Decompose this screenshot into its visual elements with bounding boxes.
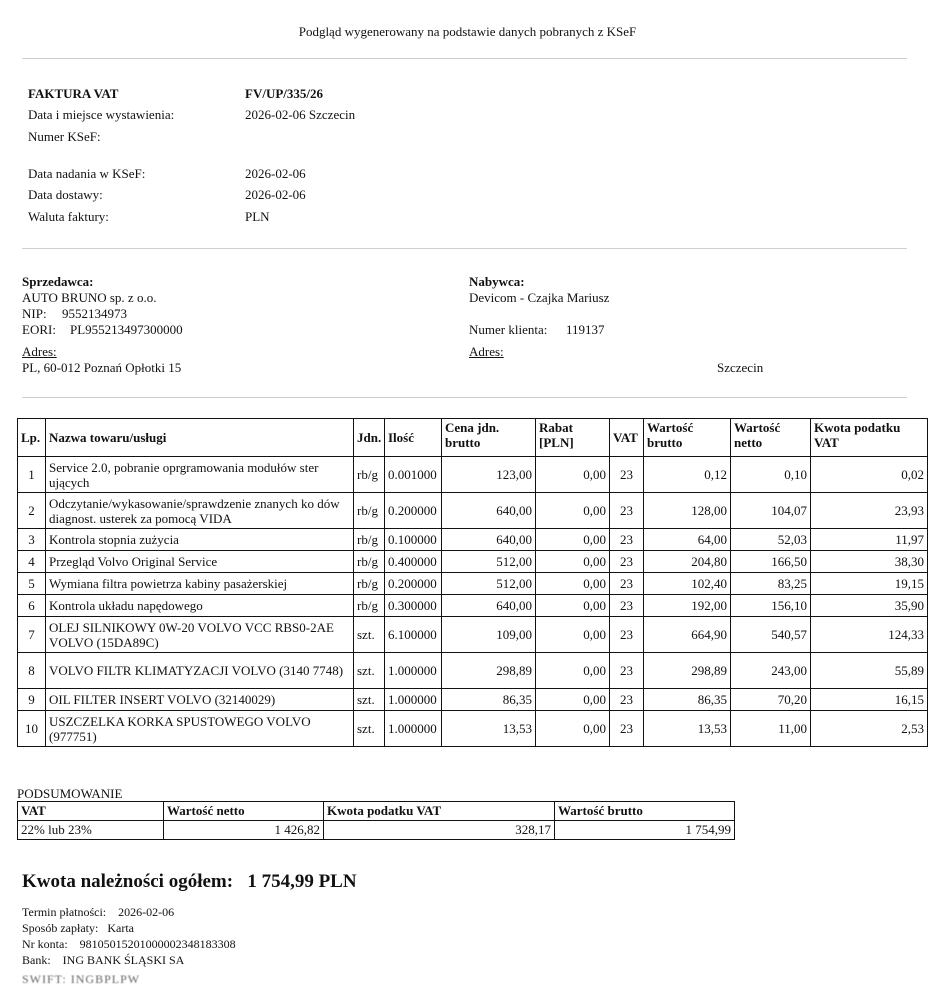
cell-name: Kontrola stopnia zużycia — [46, 529, 354, 551]
cell-discount: 0,00 — [536, 689, 610, 711]
cell-name: Service 2.0, pobranie oprgramowania modułów ster ujących — [46, 457, 354, 493]
table-row — [18, 617, 928, 653]
cell-lp: 7 — [18, 617, 46, 653]
summary-col-tax: Kwota podatku VAT — [324, 802, 555, 821]
buyer-client-no-value: 119137 — [566, 322, 605, 337]
buyer-client-no-label: Numer klienta: — [469, 322, 548, 337]
cell-unit: rb/g — [354, 529, 385, 551]
cell-vat: 23 — [610, 689, 644, 711]
ksef-date-label: Data nadania w KSeF: — [28, 166, 146, 181]
table-row — [18, 711, 928, 747]
cell-lp: 1 — [18, 457, 46, 493]
cell-qty: 0.100000 — [385, 529, 442, 551]
cell-gross: 128,00 — [644, 493, 731, 529]
issue-label: Data i miejsce wystawienia: — [28, 107, 175, 122]
cell-qty: 6.100000 — [385, 617, 442, 653]
cell-net: 540,57 — [731, 617, 811, 653]
payment-method — [22, 921, 134, 936]
table-row — [18, 689, 928, 711]
cell-lp: 6 — [18, 595, 46, 617]
payment-term — [22, 905, 174, 920]
cell-vat: 23 — [610, 457, 644, 493]
cell-net: 243,00 — [731, 653, 811, 689]
col-unit: Jdn. — [354, 419, 385, 457]
cell-price: 298,89 — [442, 653, 536, 689]
payment-term-value: 2026-02-06 — [118, 905, 175, 919]
seller-eori-value: PL955213497300000 — [70, 322, 183, 337]
cell-lp: 9 — [18, 689, 46, 711]
cell-tax: 38,30 — [811, 551, 928, 573]
cell-discount: 0,00 — [536, 617, 610, 653]
cell-vat: 23 — [610, 493, 644, 529]
seller-eori-label: EORI: — [22, 322, 56, 337]
cell-gross: 298,89 — [644, 653, 731, 689]
cell-discount: 0,00 — [536, 711, 610, 747]
cell-name: USZCZELKA KORKA SPUSTOWEGO VOLVO (977751) — [46, 711, 354, 747]
ksef-date-value: 2026-02-06 — [245, 166, 306, 181]
cell-vat: 23 — [610, 617, 644, 653]
cell-tax: 124,33 — [811, 617, 928, 653]
cell-lp: 5 — [18, 573, 46, 595]
payment-account — [22, 937, 236, 952]
payment-swift-obscured: SWIFT: INGBPLPW — [22, 972, 141, 986]
cell-net: 11,00 — [731, 711, 811, 747]
cell-name: Wymiana filtra powietrza kabiny pasażerskiej — [46, 573, 354, 595]
cell-tax: 19,15 — [811, 573, 928, 595]
total-amount — [22, 871, 357, 893]
seller-address-label: Adres: — [22, 344, 57, 359]
seller-nip-value: 9552134973 — [62, 306, 127, 321]
cell-name: Odczytanie/wykasowanie/sprawdzenie znanych ko dów diagnost. usterek za pomocą VIDA — [46, 493, 354, 529]
invoice-type: FAKTURA VAT — [28, 86, 119, 101]
cell-qty: 0.400000 — [385, 551, 442, 573]
payment-method-value: Karta — [107, 921, 134, 935]
summary-header-row — [18, 802, 735, 821]
col-price: Cena jdn. brutto — [442, 419, 536, 457]
summary-net: 1 426,82 — [164, 821, 324, 840]
total-value: 1 754,99 PLN — [247, 871, 357, 892]
table-row — [18, 457, 928, 493]
cell-discount: 0,00 — [536, 653, 610, 689]
cell-gross: 204,80 — [644, 551, 731, 573]
items-table — [17, 418, 928, 747]
buyer-address-value: Szczecin — [717, 360, 764, 375]
cell-vat: 23 — [610, 551, 644, 573]
issue-value: 2026-02-06 Szczecin — [245, 107, 356, 122]
cell-unit: rb/g — [354, 573, 385, 595]
cell-name: Kontrola układu napędowego — [46, 595, 354, 617]
col-qty: Ilość — [385, 419, 442, 457]
cell-gross: 192,00 — [644, 595, 731, 617]
cell-tax: 23,93 — [811, 493, 928, 529]
cell-gross: 64,00 — [644, 529, 731, 551]
cell-unit: szt. — [354, 617, 385, 653]
cell-vat: 23 — [610, 573, 644, 595]
col-lp: Lp. — [18, 419, 46, 457]
cell-discount: 0,00 — [536, 595, 610, 617]
cell-lp: 3 — [18, 529, 46, 551]
cell-lp: 4 — [18, 551, 46, 573]
cell-qty: 1.000000 — [385, 689, 442, 711]
buyer-address-label: Adres: — [469, 344, 504, 359]
cell-net: 166,50 — [731, 551, 811, 573]
delivery-date-value: 2026-02-06 — [245, 187, 306, 202]
col-discount: Rabat [PLN] — [536, 419, 610, 457]
cell-gross: 0,12 — [644, 457, 731, 493]
cell-gross: 86,35 — [644, 689, 731, 711]
summary-gross: 1 754,99 — [555, 821, 735, 840]
cell-lp: 8 — [18, 653, 46, 689]
cell-discount: 0,00 — [536, 457, 610, 493]
cell-price: 109,00 — [442, 617, 536, 653]
total-label: Kwota należności ogółem: — [22, 871, 234, 892]
table-row — [18, 653, 928, 689]
payment-term-label: Termin płatności: — [22, 905, 107, 919]
cell-unit: szt. — [354, 711, 385, 747]
divider-top — [22, 58, 907, 59]
cell-net: 104,07 — [731, 493, 811, 529]
cell-net: 156,10 — [731, 595, 811, 617]
cell-tax: 0,02 — [811, 457, 928, 493]
cell-discount: 0,00 — [536, 573, 610, 595]
cell-tax: 16,15 — [811, 689, 928, 711]
table-row — [18, 493, 928, 529]
cell-net: 52,03 — [731, 529, 811, 551]
summary-row — [18, 821, 735, 840]
ksef-number-label: Numer KSeF: — [28, 129, 101, 144]
col-name: Nazwa towaru/usługi — [46, 419, 354, 457]
cell-gross: 102,40 — [644, 573, 731, 595]
cell-price: 512,00 — [442, 573, 536, 595]
cell-qty: 0.001000 — [385, 457, 442, 493]
cell-discount: 0,00 — [536, 529, 610, 551]
cell-price: 13,53 — [442, 711, 536, 747]
cell-net: 0,10 — [731, 457, 811, 493]
cell-name: OLEJ SILNIKOWY 0W-20 VOLVO VCC RBS0-2AE VOLVO (15DA89C) — [46, 617, 354, 653]
cell-net: 83,25 — [731, 573, 811, 595]
cell-qty: 0.200000 — [385, 573, 442, 595]
summary-col-gross: Wartość brutto — [555, 802, 735, 821]
col-gross: Wartość brutto — [644, 419, 731, 457]
cell-qty: 0.300000 — [385, 595, 442, 617]
table-row — [18, 595, 928, 617]
cell-unit: rb/g — [354, 551, 385, 573]
seller-address-value: PL, 60-012 Poznań Opłotki 15 — [22, 360, 182, 375]
cell-vat: 23 — [610, 529, 644, 551]
cell-price: 123,00 — [442, 457, 536, 493]
buyer-name: Devicom - Czajka Mariusz — [469, 290, 610, 305]
cell-name: VOLVO FILTR KLIMATYZACJI VOLVO (3140 7748) — [46, 653, 354, 689]
cell-price: 640,00 — [442, 493, 536, 529]
cell-unit: rb/g — [354, 493, 385, 529]
ksef-preview-note: Podgląd wygenerowany na podstawie danych pobranych z KSeF — [298, 24, 637, 39]
cell-price: 640,00 — [442, 595, 536, 617]
cell-price: 640,00 — [442, 529, 536, 551]
summary-tax: 328,17 — [324, 821, 555, 840]
invoice-number: FV/UP/335/26 — [245, 86, 323, 101]
cell-qty: 0.200000 — [385, 493, 442, 529]
cell-discount: 0,00 — [536, 493, 610, 529]
cell-gross: 664,90 — [644, 617, 731, 653]
cell-unit: szt. — [354, 653, 385, 689]
col-tax: Kwota podatku VAT — [811, 419, 928, 457]
cell-tax: 11,97 — [811, 529, 928, 551]
payment-account-value: 98105015201000002348183308 — [79, 937, 236, 951]
cell-lp: 10 — [18, 711, 46, 747]
table-row — [18, 551, 928, 573]
table-row — [18, 529, 928, 551]
payment-bank-label: Bank: — [22, 953, 51, 967]
cell-vat: 23 — [610, 653, 644, 689]
cell-price: 512,00 — [442, 551, 536, 573]
cell-unit: rb/g — [354, 457, 385, 493]
seller-label: Sprzedawca: — [22, 274, 94, 289]
summary-title: PODSUMOWANIE — [17, 786, 123, 801]
col-vat: VAT — [610, 419, 644, 457]
cell-net: 70,20 — [731, 689, 811, 711]
seller-nip-label: NIP: — [22, 306, 47, 321]
payment-method-label: Sposób zapłaty: — [22, 921, 99, 935]
cell-qty: 1.000000 — [385, 711, 442, 747]
cell-tax: 2,53 — [811, 711, 928, 747]
cell-vat: 23 — [610, 595, 644, 617]
col-net: Wartość netto — [731, 419, 811, 457]
items-header-row — [18, 419, 928, 457]
summary-col-vat: VAT — [18, 802, 164, 821]
cell-lp: 2 — [18, 493, 46, 529]
cell-name: Przegląd Volvo Original Service — [46, 551, 354, 573]
seller-name: AUTO BRUNO sp. z o.o. — [22, 290, 157, 305]
buyer-label: Nabywca: — [469, 274, 525, 289]
cell-tax: 35,90 — [811, 595, 928, 617]
currency-value: PLN — [245, 209, 270, 224]
cell-vat: 23 — [610, 711, 644, 747]
divider-parties — [22, 397, 907, 398]
cell-name: OIL FILTER INSERT VOLVO (32140029) — [46, 689, 354, 711]
summary-col-net: Wartość netto — [164, 802, 324, 821]
delivery-date-label: Data dostawy: — [28, 187, 103, 202]
payment-account-label: Nr konta: — [22, 937, 68, 951]
divider-middle — [22, 248, 907, 249]
summary-vat: 22% lub 23% — [18, 821, 164, 840]
payment-bank — [22, 953, 184, 968]
cell-qty: 1.000000 — [385, 653, 442, 689]
cell-unit: szt. — [354, 689, 385, 711]
currency-label: Waluta faktury: — [28, 209, 109, 224]
summary-table — [17, 801, 735, 840]
cell-price: 86,35 — [442, 689, 536, 711]
cell-unit: rb/g — [354, 595, 385, 617]
cell-discount: 0,00 — [536, 551, 610, 573]
payment-bank-value: ING BANK ŚLĄSKI SA — [62, 953, 185, 967]
cell-gross: 13,53 — [644, 711, 731, 747]
cell-tax: 55,89 — [811, 653, 928, 689]
table-row — [18, 573, 928, 595]
